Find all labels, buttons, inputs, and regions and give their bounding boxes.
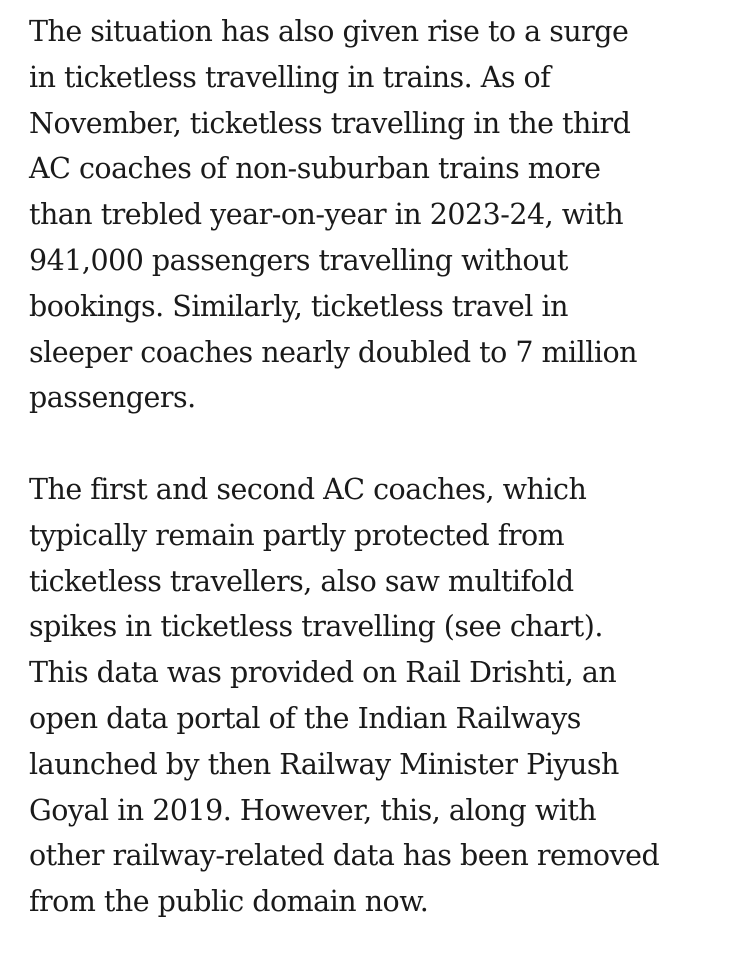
text-line: bookings. Similarly, ticketless travel in <box>29 289 568 323</box>
text-line: passengers. <box>29 381 196 415</box>
text-line: typically remain partly protected from <box>29 518 565 552</box>
paragraph-2 <box>29 467 729 925</box>
text-line: than trebled year-on-year in 2023-24, with <box>29 198 624 232</box>
text-line: November, ticketless travelling in the third <box>29 106 631 140</box>
paragraph-spacer <box>29 421 729 467</box>
text-line: in ticketless travelling in trains. As of <box>29 60 551 94</box>
text-line: AC coaches of non-suburban trains more <box>29 152 601 186</box>
text-line: sleeper coaches nearly doubled to 7 million <box>29 335 638 369</box>
text-line: This data was provided on Rail Drishti, an <box>29 656 617 690</box>
text-line: other railway-related data has been removed <box>29 839 660 873</box>
article-body <box>29 9 729 925</box>
text-line: open data portal of the Indian Railways <box>29 701 581 735</box>
text-line: 941,000 passengers travelling without <box>29 243 568 277</box>
text-line: Goyal in 2019. However, this, along with <box>29 793 597 827</box>
text-line: The situation has also given rise to a surge <box>29 15 629 48</box>
text-line: launched by then Railway Minister Piyush <box>29 747 619 781</box>
text-line: ticketless travellers, also saw multifold <box>29 564 574 598</box>
text-line: The first and second AC coaches, which <box>29 472 587 506</box>
text-line: spikes in ticketless travelling (see chart). <box>29 610 603 644</box>
paragraph-1 <box>29 9 729 421</box>
text-line: from the public domain now. <box>29 885 429 919</box>
